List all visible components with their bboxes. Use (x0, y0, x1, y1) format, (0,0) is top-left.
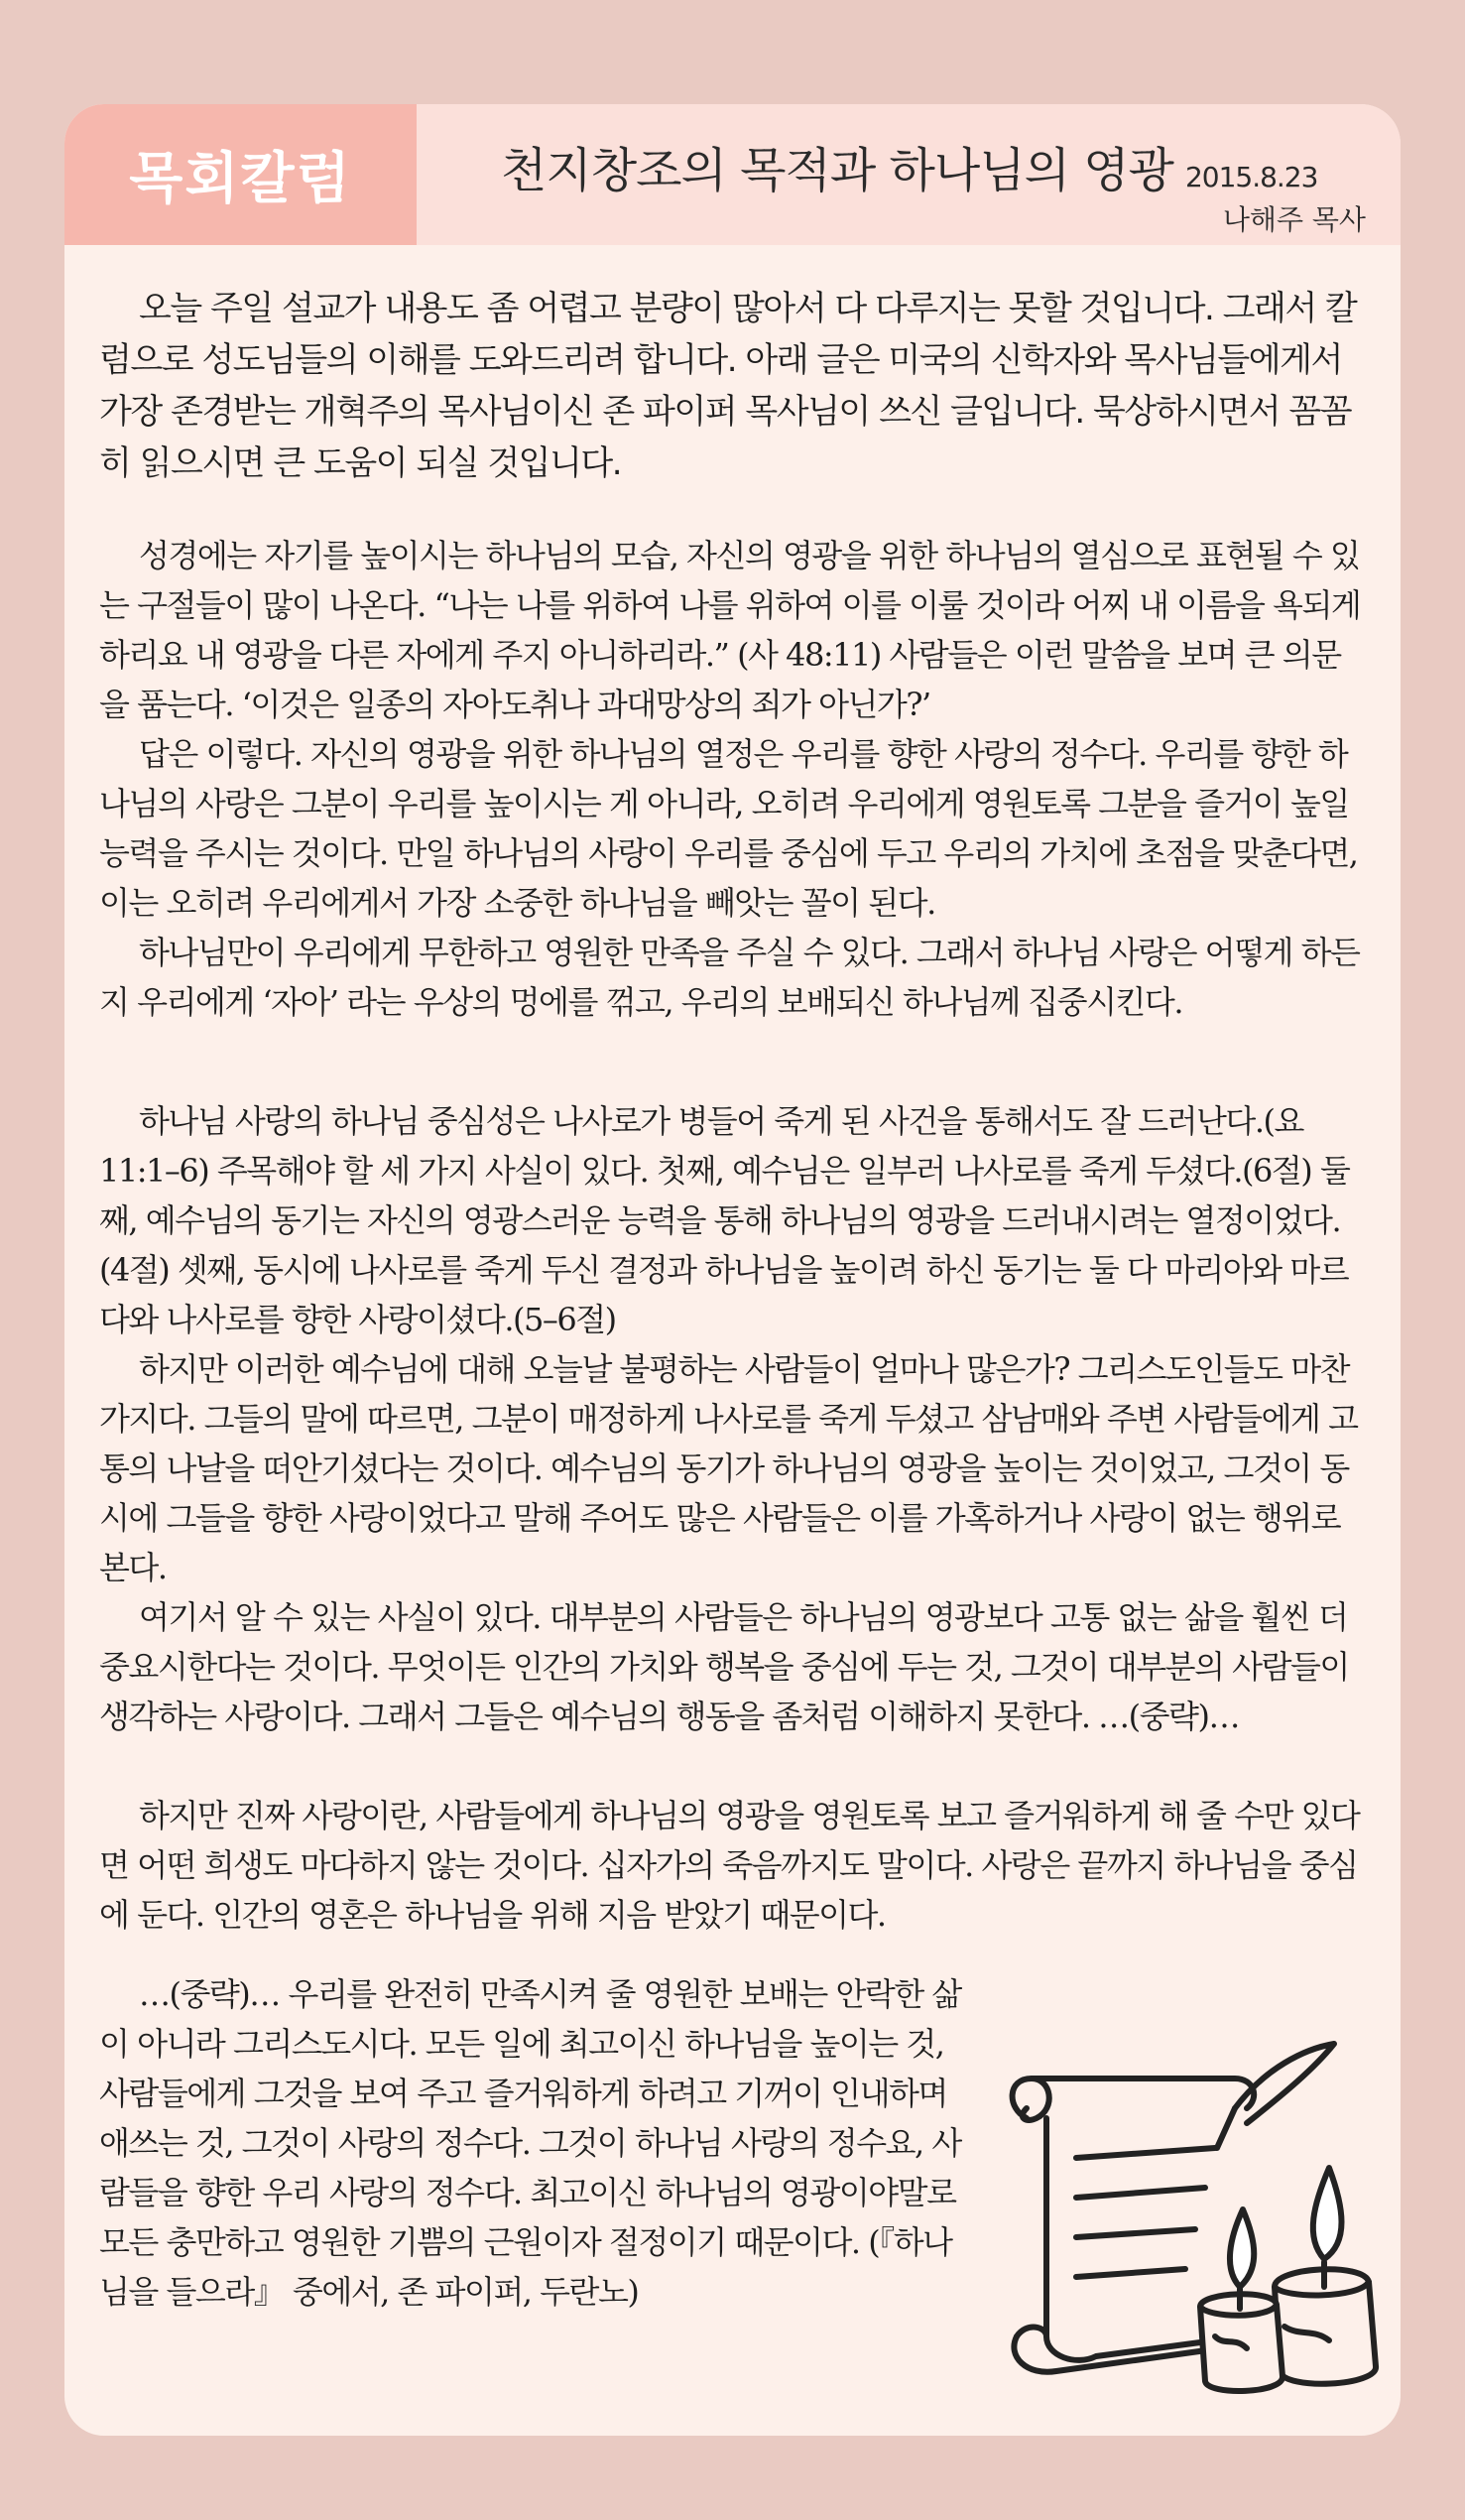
body-paragraph: 성경에는 자기를 높이시는 하나님의 모습, 자신의 영광을 위한 하나님의 열심으로 표현될 수 있는 구절들이 많이 나온다. “나는 나를 위하여 나를 위하여 이를 이룰 것이라 어찌 내 이름을 욕되게 하리요 내 영광을 다른 자에게 주지 아니하리라.” (사 48:11) 사람들은 이런 말씀을 보며 큰 의문을 품는다. ‘이것은 일종의 자아도취나 과대망상의 죄가 아닌가?’ (99, 537, 1361, 723)
column-category-label: 목회칼럼 (129, 147, 352, 211)
page-title: 천지창조의 목적과 하나님의 영광 (501, 143, 1173, 198)
column-card (64, 104, 1401, 2436)
intro-paragraph: 오늘 주일 설교가 내용도 좀 어렵고 분량이 많아서 다 다루지는 못할 것입니다. 그래서 칼럼으로 성도님들의 이해를 도와드리려 합니다. 아래 글은 미국의 신학자와 목사님들에게서 가장 존경받는 개혁주의 목사님이신 존 파이퍼 목사님이 쓰신 글입니다. 묵상하시면서 꼼꼼히 읽으시면 큰 도움이 되실 것입니다. (99, 289, 1357, 483)
closing-paragraph: …(중략)… 우리를 완전히 만족시켜 줄 영원한 보배는 안락한 삶이 아니라 그리스도시다. 모든 일에 최고이신 하나님을 높이는 것, 사람들에게 그것을 보여 주고 즐거워하게 하려고 기꺼이 인내하며 애쓰는 것, 그것이 사랑의 정수다. 그것이 하나님 사랑의 정수요, 사람들을 향한 우리 사랑의 정수다. 최고이신 하나님의 영광이야말로 모든 충만하고 영원한 기쁨의 근원이자 절정이기 때문이다. (『하나님을 들으라』 중에서, 존 파이퍼, 두란노) (99, 1975, 961, 2311)
body-paragraph: 여기서 알 수 있는 사실이 있다. 대부분의 사람들은 하나님의 영광보다 고통 없는 삶을 훨씬 더 중요시한다는 것이다. 무엇이든 인간의 가치와 행복을 중심에 두는 것, 그것이 대부분의 사람들이 생각하는 사랑이다. 그래서 그들은 예수님의 행동을 좀처럼 이해하지 못한다. …(중략)… (99, 1598, 1349, 1735)
body-paragraph: 하나님만이 우리에게 무한하고 영원한 만족을 주실 수 있다. 그래서 하나님 사랑은 어떻게 하든지 우리에게 ‘자아’ 라는 우상의 멍에를 꺾고, 우리의 보배되신 하나님께 집중시킨다. (99, 934, 1360, 1021)
column-category-tag (64, 104, 417, 245)
body-paragraph: 답은 이렇다. 자신의 영광을 위한 하나님의 열정은 우리를 향한 사랑의 정수다. 우리를 향한 하나님의 사랑은 그분이 우리를 높이시는 게 아니라, 오히려 우리에게 영원토록 그분을 즐거이 높일 능력을 주시는 것이다. 만일 하나님의 사랑이 우리를 중심에 두고 우리의 가치에 초점을 맞춘다면, 이는 오히려 우리에게서 가장 소중한 하나님을 빼앗는 꼴이 된다. (99, 735, 1358, 922)
publish-date: 2015.8.23 (1184, 161, 1318, 193)
body-paragraph: 하지만 이러한 예수님에 대해 오늘날 불평하는 사람들이 얼마나 많은가? 그리스도인들도 마찬가지다. 그들의 말에 따르면, 그분이 매정하게 나사로를 죽게 두셨고 삼남매와 주변 사람들에게 고통의 나날을 떠안기셨다는 것이다. 예수님의 동기가 하나님의 영광을 높이는 것이었고, 그것이 동시에 그들을 향한 사랑이었다고 말해 주어도 많은 사람들은 이를 가혹하거나 사랑이 없는 행위로 본다. (99, 1350, 1358, 1586)
title-line (501, 132, 1317, 200)
scroll-and-candles-icon (987, 2039, 1401, 2396)
body-paragraph: 하나님 사랑의 하나님 중심성은 나사로가 병들어 죽게 된 사건을 통해서도 잘 드러난다.(요 11:1–6) 주목해야 할 세 가지 사실이 있다. 첫째, 예수님은 일부러 나사로를 죽게 두셨다.(6절) 둘째, 예수님의 동기는 자신의 영광스러운 능력을 통해 하나님의 영광을 드러내시려는 열정이었다.(4절) 셋째, 동시에 나사로를 죽게 두신 결정과 하나님을 높이려 하신 동기는 둘 다 마리아와 마르다와 나사로를 향한 사랑이셨다.(5–6절) (99, 1102, 1350, 1338)
author-name: 나해주 목사 (1222, 203, 1366, 236)
column-header (64, 104, 1401, 245)
body-paragraph: 하지만 진짜 사랑이란, 사람들에게 하나님의 영광을 영원토록 보고 즐거워하게 해 줄 수만 있다면 어떤 희생도 마다하지 않는 것이다. 십자가의 죽음까지도 말이다. 사랑은 끝까지 하나님을 중심에 둔다. 인간의 영혼은 하나님을 위해 지음 받았기 때문이다. (99, 1797, 1360, 1934)
